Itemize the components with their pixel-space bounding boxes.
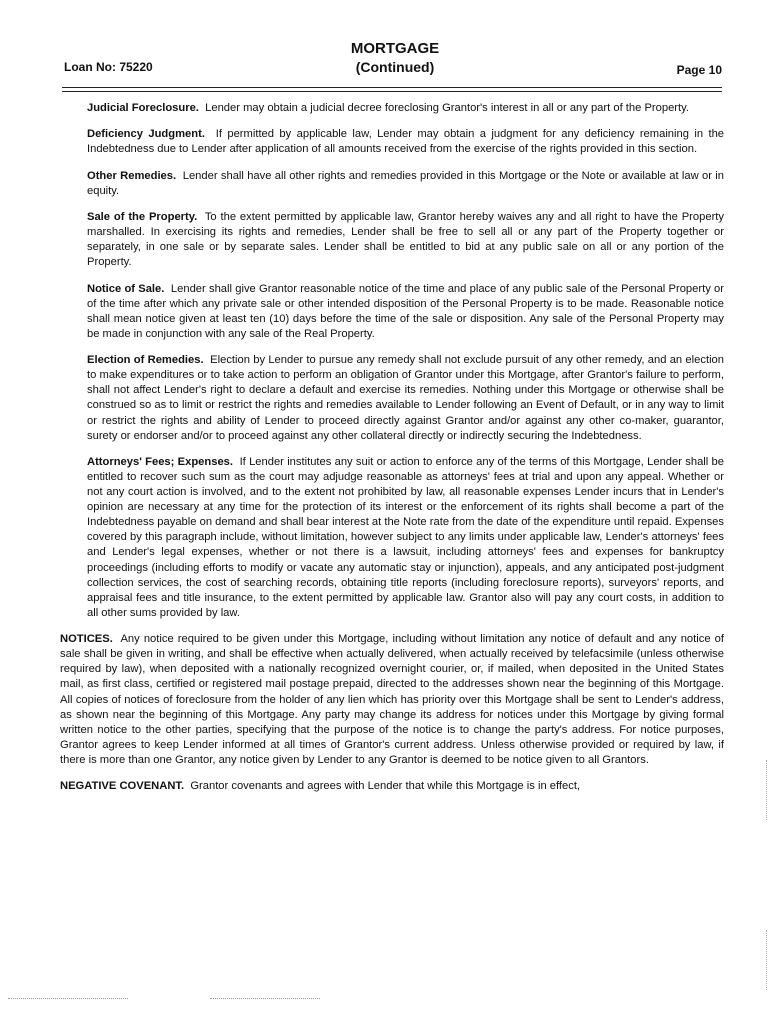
page-number: Page 10 (676, 63, 722, 77)
document-subtitle: (Continued) (355, 59, 435, 75)
section-heading: NEGATIVE COVENANT. (60, 780, 185, 793)
scan-artifact (766, 930, 767, 990)
section-heading: Attorneys' Fees; Expenses. (87, 455, 234, 468)
section-sale-of-property (87, 210, 724, 270)
section-heading: Sale of the Property. (87, 211, 198, 224)
section-text: If Lender institutes any suit or action to enforce any of the terms of this Mortgage, Lender shall be entitled to recover such sum as the court may adjudge reasonable as attorneys' fees at trial and upon any appeal. Whether or not any court action is involved, and to the extent not prohibited by law, all reasonable expenses Lender incurs that in Lender's opinion are necessary at any time for the protection of its interest or the enforcement of its rights shall become a part of the Indebtedness payable on demand and shall bear interest at the Note rate from the date of the expenditure until repaid. Expenses covered by this paragraph include, without limitation, however subject to any limits under applicable law, Lender's attorneys' fees and Lender's legal expenses, whether or not there is a lawsuit, including attorneys' fees and expenses for bankruptcy proceedings (including efforts to modify or vacate any automatic stay or injunction), appeals, and any anticipated post-judgment collection services, the cost of searching records, obtaining title reports (including foreclosure reports), surveyors' reports, and appraisal fees and title insurance, to the extent permitted by applicable law. Grantor also will pay any court costs, in addition to all other sums provided by law. (87, 455, 724, 619)
section-heading: Other Remedies. (87, 169, 177, 182)
section-heading: NOTICES. (60, 633, 113, 646)
section-text: Lender shall give Grantor reasonable notice of the time and place of any public sale of the Personal Property or of the time after which any private sale or other intended disposition of the Personal Property is to be made. Reasonable notice shall mean notice given at least ten (10) days before the time of the sale or disposition. Any sale of the Personal Property may be made in conjunction with any sale of the Real Property. (87, 282, 725, 340)
section-notice-of-sale (87, 282, 724, 342)
page-header (0, 0, 784, 100)
section-text: If permitted by applicable law, Lender may obtain a judgment for any deficiency remaining in the Indebtedness due to Lender after application of all amounts received from the exercise of the rights provided in this section. (87, 128, 725, 156)
scan-artifact (8, 998, 128, 999)
header-rule-top (62, 87, 722, 88)
scan-artifact (210, 998, 320, 999)
section-heading: Election of Remedies. (87, 354, 204, 367)
scan-artifact (766, 760, 767, 820)
document-title-block (300, 40, 490, 76)
section-text: Lender may obtain a judicial decree foreclosing Grantor's interest in all or any part of the Property. (205, 102, 690, 114)
section-notices (60, 632, 724, 768)
header-rule-bottom (62, 91, 722, 92)
section-text: To the extent permitted by applicable law, Grantor hereby waives any and all right to have the Property marshalled. In exercising its rights and remedies, Lender shall be free to sell all or any part of the Property together or separately, in one sale or by separate sales. Lender shall be entitled to bid at any public sale on all or any portion of the Property. (87, 211, 724, 269)
section-negative-covenant (60, 779, 724, 794)
section-heading: Notice of Sale. (87, 282, 165, 295)
section-text: Any notice required to be given under this Mortgage, including without limitation any notice of default and any notice of sale shall be given in writing, and shall be effective when actually delivered, when actually received by telefacsimile (unless otherwise required by law), when deposited with a nationally recognized overnight courier, or, if mailed, when deposited in the United States mail, as first class, certified or registered mail postage prepaid, directed to the addresses shown near the beginning of this Mortgage. All copies of notices of foreclosure from the holder of any lien which has priority over this Mortgage shall be sent to Lender's address, as shown near the beginning of this Mortgage. Any party may change its address for notices under this Mortgage by giving formal written notice to the other parties, specifying that the purpose of the notice is to change the party's address. For notice purposes, Grantor agrees to keep Lender informed at all times of Grantor's current address. Unless otherwise provided or required by law, if there is more than one Grantor, any notice given by Lender to any Grantor is deemed to be notice given to all Grantors. (60, 633, 724, 766)
section-other-remedies (87, 169, 724, 199)
section-judicial-foreclosure (87, 101, 724, 116)
loan-number: Loan No: 75220 (64, 60, 153, 74)
section-heading: Judicial Foreclosure. (87, 102, 199, 114)
section-attorneys-fees (87, 455, 724, 621)
document-body (60, 101, 724, 800)
section-deficiency-judgment (87, 127, 724, 157)
section-heading: Deficiency Judgment. (87, 128, 205, 141)
document-title: MORTGAGE (350, 40, 440, 57)
section-text: Lender shall have all other rights and remedies provided in this Mortgage or the Note or available at law or in equity. (87, 169, 724, 197)
section-election-of-remedies (87, 353, 724, 444)
section-text: Grantor covenants and agrees with Lender that while this Mortgage is in effect, (190, 780, 581, 793)
section-text: Election by Lender to pursue any remedy shall not exclude pursuit of any other remedy, and an election to make expenditures or to take action to perform an obligation of Grantor under this Mortgage, after Grantor's failure to perform, shall not affect Lender's right to declare a default and exercise its remedies. Nothing under this Mortgage or otherwise shall be construed so as to limit or restrict the rights and remedies available to Lender following an Event of Default, or in any way to limit or restrict the rights and ability of Lender to proceed directly against Grantor and/or against any other co-maker, guarantor, surety or endorser and/or to proceed against any other collateral directly or indirectly securing the Indebtedness. (87, 354, 724, 442)
